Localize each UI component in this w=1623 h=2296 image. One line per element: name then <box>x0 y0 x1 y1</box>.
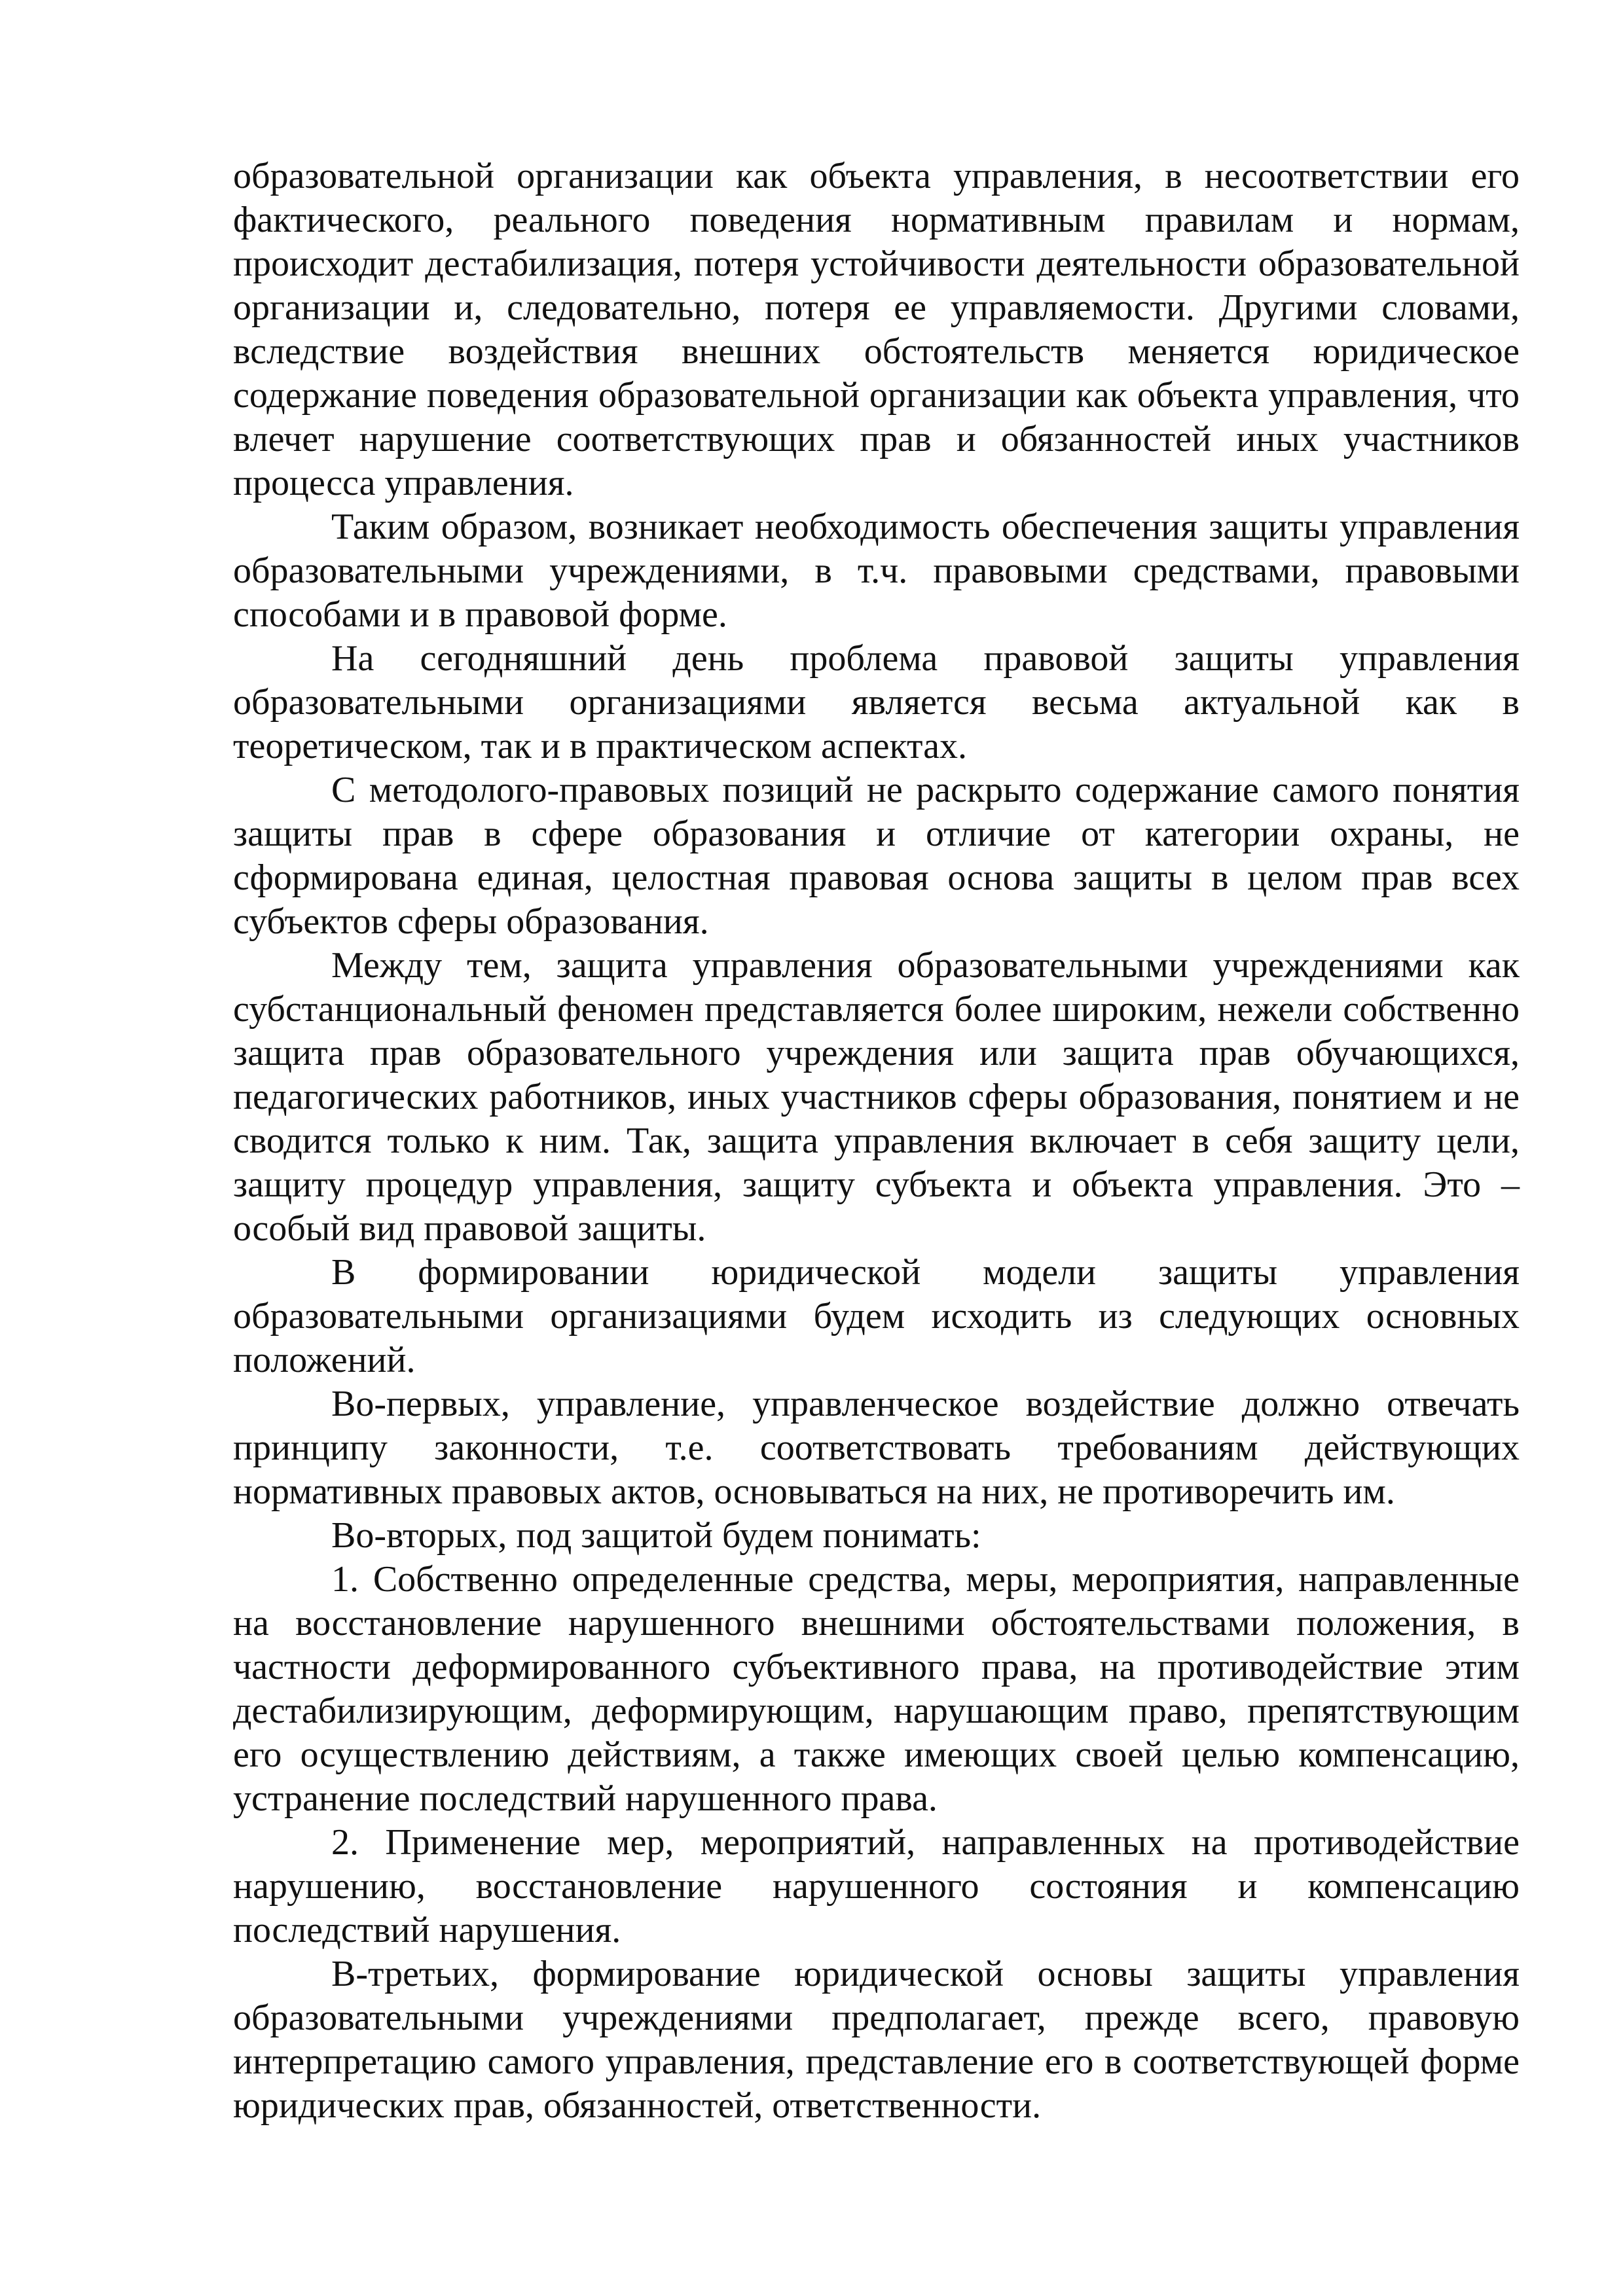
paragraph: С методолого-правовых позиций не раскрыто содержание самого понятия защиты прав в сфере образования и отличие от категории охраны, не сформирована единая, целостная правовая основа защиты в целом прав всех субъектов сферы образования. <box>233 770 1520 942</box>
paragraph: В формировании юридической модели защиты управления образовательными организациями будем исходить из следующих основных положений. <box>233 1252 1520 1380</box>
paragraph-continuation: образовательной организации как объекта управления, в несоответствии его фактического, реального поведения нормативным правилам и нормам, происходит дестабилизация, потеря устойчивости деятельности образовательной организации и, следовательно, потеря ее управляемости. Другими словами, вследствие воздействия внешних обстоятельств меняется юридическое содержание поведения образовательной организации как объекта управления, что влечет нарушение соответствующих прав и обязанностей иных участников процесса управления. <box>233 156 1520 503</box>
paragraph: В-третьих, формирование юридической основы защиты управления образовательными учреждениями предполагает, прежде всего, правовую интерпретацию самого управления, представление его в соответствующей форме юридических прав, обязанностей, ответственности. <box>233 1954 1520 2126</box>
paragraph: Во-вторых, под защитой будем понимать: <box>331 1515 981 1556</box>
paragraph: Между тем, защита управления образовательными учреждениями как субстанциональный феномен представляется более широким, нежели собственно защита прав образовательного учреждения или защита прав обучающихся, педагогических работников, иных участников сферы образования, понятием и не сводится только к ним. Так, защита управления включает в себя защиту цели, защиту процедур управления, защиту субъекта и объекта управления. Это – особый вид правовой защиты. <box>233 945 1520 1249</box>
paragraph: Таким образом, возникает необходимость обеспечения защиты управления образовательными учреждениями, в т.ч. правовыми средствами, правовыми способами и в правовой форме. <box>233 507 1520 635</box>
list-item: 1. Собственно определенные средства, меры, мероприятия, направленные на восстановление нарушенного внешними обстоятельствами положения, в частности деформированного субъективного права, на противодействие этим дестабилизирующим, деформирующим, нарушающим право, препятствующим его осуществлению действиям, а также имеющих своей целью компенсацию, устранение последствий нарушенного права. <box>233 1559 1520 1819</box>
paragraph: На сегодняшний день проблема правовой защиты управления образовательными организациями является весьма актуальной как в теоретическом, так и в практическом аспектах. <box>233 638 1520 766</box>
document-page <box>233 154 1520 2128</box>
paragraph: Во-первых, управление, управленческое воздействие должно отвечать принципу законности, т.е. соответствовать требованиям действующих нормативных правовых актов, основываться на них, не противоречить им. <box>233 1384 1520 1512</box>
list-item: 2. Применение мер, мероприятий, направленных на противодействие нарушению, восстановление нарушенного состояния и компенсацию последствий нарушения. <box>233 1822 1520 1950</box>
